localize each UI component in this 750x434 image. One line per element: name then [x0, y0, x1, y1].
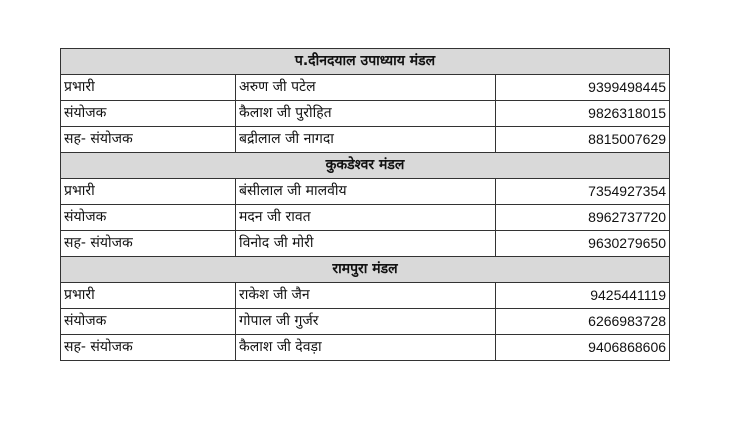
role-cell: सह- संयोजक	[61, 231, 236, 257]
role-cell: प्रभारी	[61, 75, 236, 101]
table-row	[61, 231, 670, 257]
phone-cell: 7354927354	[496, 179, 670, 205]
section-title: प.दीनदयाल उपाध्याय मंडल	[61, 49, 670, 75]
role-cell: सह- संयोजक	[61, 127, 236, 153]
mandal-roster-table	[60, 48, 670, 361]
phone-cell: 6266983728	[496, 309, 670, 335]
role-cell: संयोजक	[61, 309, 236, 335]
table-row	[61, 205, 670, 231]
phone-cell: 8962737720	[496, 205, 670, 231]
table-row	[61, 179, 670, 205]
phone-cell: 9406868606	[496, 335, 670, 361]
name-cell: गोपाल जी गुर्जर	[236, 309, 496, 335]
table-row	[61, 309, 670, 335]
table-row	[61, 101, 670, 127]
table-row	[61, 335, 670, 361]
name-cell: विनोद जी मोरी	[236, 231, 496, 257]
role-cell: प्रभारी	[61, 283, 236, 309]
section-title: कुकडेश्वर मंडल	[61, 153, 670, 179]
name-cell: बद्रीलाल जी नागदा	[236, 127, 496, 153]
role-cell: संयोजक	[61, 101, 236, 127]
role-cell: प्रभारी	[61, 179, 236, 205]
name-cell: बंसीलाल जी मालवीय	[236, 179, 496, 205]
section-title: रामपुरा मंडल	[61, 257, 670, 283]
name-cell: मदन जी रावत	[236, 205, 496, 231]
phone-cell: 9425441119	[496, 283, 670, 309]
section-header-row	[61, 257, 670, 283]
section-header-row	[61, 153, 670, 179]
name-cell: कैलाश जी पुरोहित	[236, 101, 496, 127]
phone-cell: 9399498445	[496, 75, 670, 101]
name-cell: अरुण जी पटेल	[236, 75, 496, 101]
role-cell: संयोजक	[61, 205, 236, 231]
table-row	[61, 283, 670, 309]
table-row	[61, 127, 670, 153]
name-cell: राकेश जी जैन	[236, 283, 496, 309]
table-row	[61, 75, 670, 101]
phone-cell: 9630279650	[496, 231, 670, 257]
phone-cell: 8815007629	[496, 127, 670, 153]
phone-cell: 9826318015	[496, 101, 670, 127]
role-cell: सह- संयोजक	[61, 335, 236, 361]
section-header-row	[61, 49, 670, 75]
name-cell: कैलाश जी देवड़ा	[236, 335, 496, 361]
